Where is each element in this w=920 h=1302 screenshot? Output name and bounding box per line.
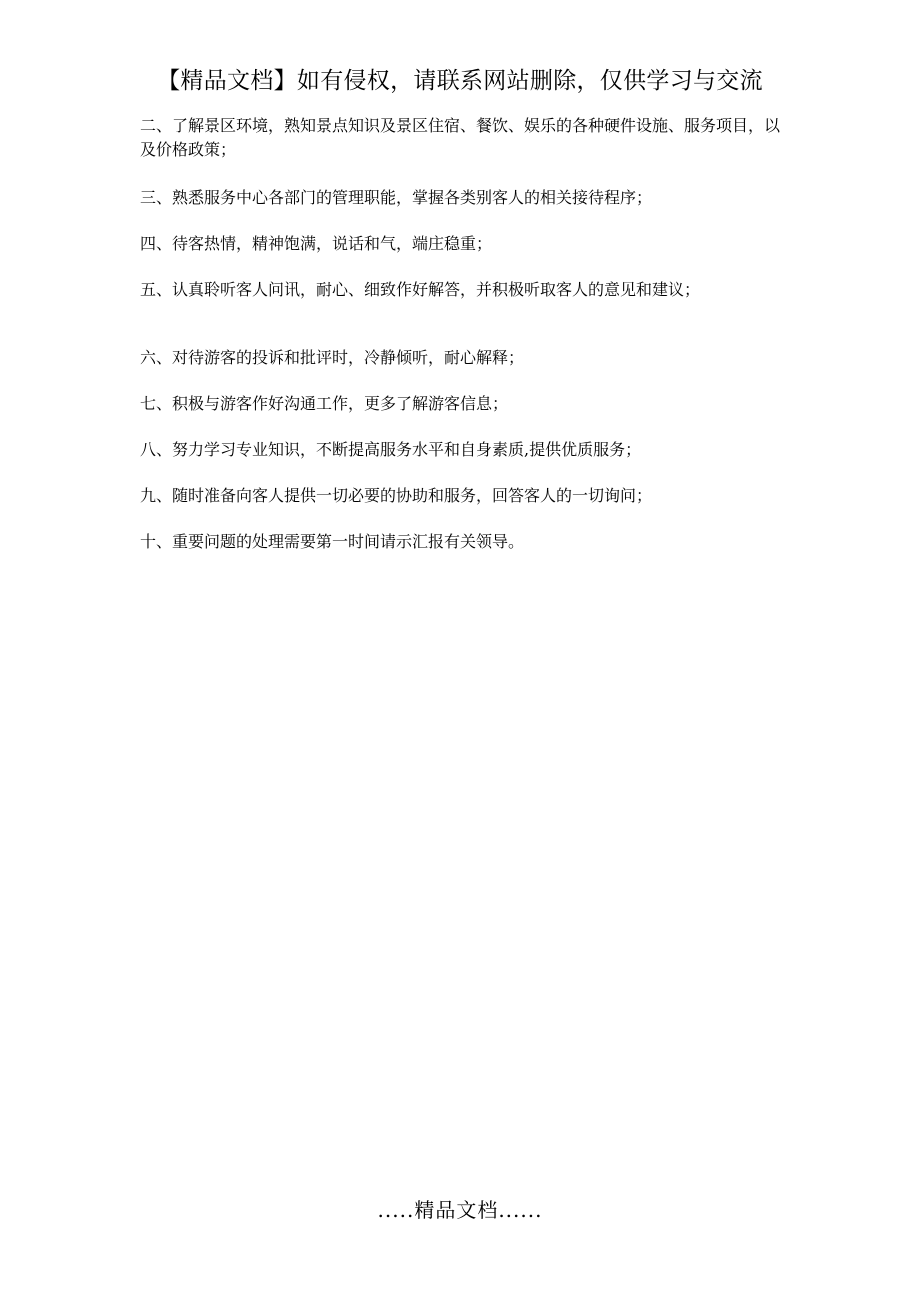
list-item: 二、了解景区环境，熟知景点知识及景区住宿、餐饮、娱乐的各种硬件设施、服务项目，以及价格政策； (140, 116, 781, 159)
list-item: 八、努力学习专业知识，不断提高服务水平和自身素质,提供优质服务； (140, 440, 642, 459)
document-footer: .....精品文档...... (377, 1198, 543, 1222)
list-item: 十、重要问题的处理需要第一时间请示汇报有关领导。 (140, 532, 525, 551)
list-item: 三、熟悉服务中心各部门的管理职能，掌握各类别客人的相关接待程序； (140, 188, 653, 207)
list-item: 五、认真聆听客人问讯，耐心、细致作好解答，并积极听取客人的意见和建议； (140, 280, 701, 299)
list-item: 四、待客热情，精神饱满，说话和气，端庄稳重； (140, 234, 493, 253)
document-body (140, 114, 790, 554)
list-item: 九、随时准备向客人提供一切必要的协助和服务，回答客人的一切询问； (140, 486, 653, 505)
list-item: 六、对待游客的投诉和批评时，冷静倾听，耐心解释； (140, 348, 525, 367)
document-header: 【精品文档】如有侵权，请联系网站删除，仅供学习与交流 (157, 68, 763, 94)
list-item: 七、积极与游客作好沟通工作，更多了解游客信息； (140, 394, 509, 413)
